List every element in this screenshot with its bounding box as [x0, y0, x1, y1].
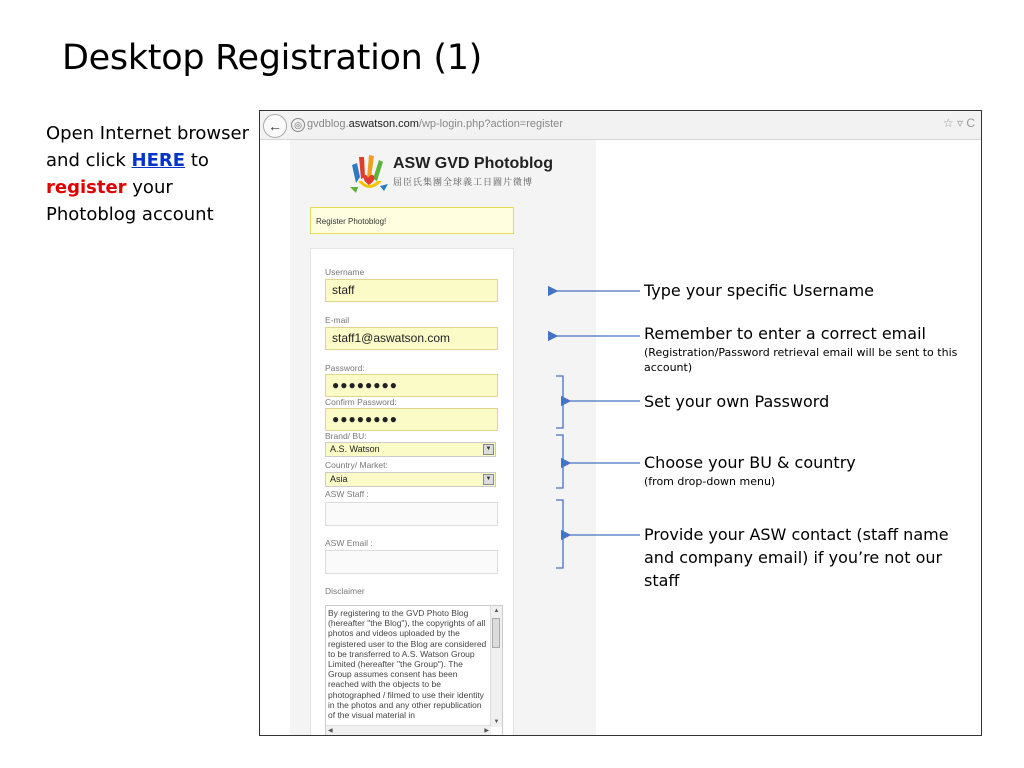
brand-select-value: A.S. Watson	[330, 444, 380, 454]
annotation-password: Set your own Password	[644, 392, 830, 411]
logo-title: ASW GVD Photoblog	[393, 155, 553, 172]
scroll-left-icon[interactable]: ◀	[328, 728, 333, 734]
username-input[interactable]: staff	[325, 279, 498, 302]
asw-email-label: ASW Email :	[325, 538, 373, 548]
annotation-bu-sub: (from drop-down menu)	[644, 475, 776, 488]
register-emphasis: register	[46, 177, 127, 198]
country-select-value: Asia	[330, 474, 348, 484]
confirm-password-label: Confirm Password:	[325, 397, 397, 407]
scroll-up-icon[interactable]: ▲	[493, 608, 500, 614]
intro-rest: your Photoblog account	[46, 177, 214, 225]
scroll-right-icon[interactable]: ▶	[484, 728, 489, 734]
refresh-icon[interactable]: C	[966, 116, 975, 130]
annotation-bu-main: Choose your BU & country	[644, 453, 856, 472]
bracket-password	[556, 376, 563, 428]
country-label: Country/ Market:	[325, 460, 388, 470]
scroll-down-icon[interactable]: ▼	[493, 719, 500, 725]
asw-staff-label: ASW Staff :	[325, 489, 369, 499]
annotation-email	[644, 322, 964, 375]
chevron-down-icon[interactable]: ▼	[483, 474, 494, 485]
register-message: Register Photoblog!	[310, 207, 514, 234]
intro-line1: Open Internet browser and click	[46, 123, 250, 171]
back-arrow-icon[interactable]: ←	[263, 114, 287, 138]
disclaimer-label: Disclaimer	[325, 586, 365, 596]
globe-icon: ◎	[291, 118, 305, 132]
bracket-bu	[556, 435, 563, 488]
annotation-bu	[644, 451, 856, 489]
slide-title: Desktop Registration (1)	[62, 38, 483, 78]
disclaimer-text: By registering to the GVD Photo Blog (hereafter "the Blog"), the copyrights of all photos and videos uploaded by the registered user to the Blog are considered to be transferred to A.S. Watson Group Limited (hereafter "the Group"). The Group assumes consent has been reached with the objects to be photographed / filmed to use their identity in the photos and any other republication of the visual material in	[328, 608, 487, 721]
email-input[interactable]: staff1@aswatson.com	[325, 327, 498, 350]
intro-to: to	[190, 150, 209, 171]
star-icon[interactable]: ☆	[942, 116, 954, 130]
email-label: E-mail	[325, 315, 350, 325]
bracket-contact	[556, 500, 563, 568]
password-label: Password:	[325, 363, 365, 373]
annotation-username: Type your specific Username	[644, 281, 874, 300]
chevron-down-icon[interactable]: ▼	[483, 444, 494, 455]
dropdown-icon[interactable]: ▿	[956, 116, 963, 130]
logo-subtitle: 屈臣氏集團全球義工日圖片微博	[393, 177, 534, 187]
url-field[interactable]: gvdblog.aswatson.com/wp-login.php?action=register	[307, 118, 563, 130]
annotation-email-sub: (Registration/Password retrieval email will be sent to this account)	[644, 346, 958, 374]
annotation-contact: Provide your ASW contact (staff name and company email) if you’re not our staff	[644, 525, 949, 590]
annotation-email-main: Remember to enter a correct email	[644, 324, 926, 343]
username-label: Username	[325, 267, 365, 277]
here-link[interactable]: HERE	[131, 150, 186, 171]
confirm-password-input[interactable]: ●●●●●●●●	[325, 408, 498, 431]
password-input[interactable]: ●●●●●●●●	[325, 374, 498, 397]
brand-label: Brand/ BU:	[325, 431, 367, 441]
